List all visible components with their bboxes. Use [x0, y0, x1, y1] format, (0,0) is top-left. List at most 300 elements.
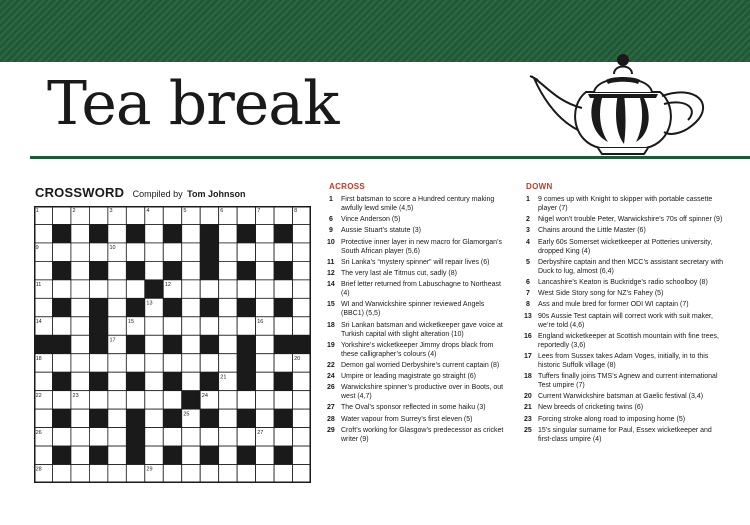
- grid-cell[interactable]: [108, 372, 126, 390]
- grid-cell[interactable]: [126, 354, 144, 372]
- grid-cell[interactable]: [274, 428, 292, 446]
- clue-text: Lees from Sussex takes Adam Voges, initially, in to this historic Suffolk village (8): [538, 352, 709, 369]
- clue-text: Warwickshire spinner’s productive over in Boots, out west (4,7): [341, 384, 504, 401]
- grid-cell[interactable]: [182, 243, 200, 261]
- grid-cell[interactable]: [145, 446, 163, 464]
- grid-cell[interactable]: [71, 372, 89, 390]
- across-clues: [329, 182, 504, 446]
- compiled-by-label: Compiled by: [132, 189, 183, 199]
- grid-number: 10: [109, 245, 116, 252]
- clue-text: Ass and mule bred for former ODI WI captain (7): [538, 301, 689, 309]
- grid-block: [89, 261, 107, 279]
- grid-number: 19: [238, 355, 245, 362]
- grid-cell[interactable]: [237, 465, 255, 483]
- clue-text: West Side Story song for NZ’s Fahey (5): [538, 290, 664, 298]
- grid-number: 29: [146, 466, 153, 473]
- clue-number: 29: [327, 426, 335, 434]
- grid-cell[interactable]: [219, 354, 237, 372]
- grid-cell[interactable]: [108, 446, 126, 464]
- grid-cell[interactable]: [200, 354, 218, 372]
- down-heading: DOWN: [526, 182, 553, 191]
- across-clue: [329, 321, 504, 339]
- grid-number: 16: [257, 319, 264, 325]
- grid-cell[interactable]: [108, 354, 126, 372]
- clue-text: Brief letter returned from Labuschagne to Northeast (4): [341, 281, 501, 298]
- grid-cell[interactable]: [200, 206, 218, 224]
- across-clue: [329, 383, 504, 401]
- grid-block: [237, 335, 255, 353]
- grid-block: [274, 298, 292, 316]
- grid-cell[interactable]: [34, 224, 52, 242]
- clue-text: WI and Warwickshire spinner reviewed Angels (BBC1) (5,5): [341, 301, 485, 318]
- grid-cell[interactable]: [274, 280, 292, 298]
- clue-number: 3: [526, 227, 530, 235]
- clue-number: 10: [327, 238, 335, 246]
- grid-block: [237, 261, 255, 279]
- grid-block: [52, 335, 70, 353]
- grid-block: [126, 372, 144, 390]
- grid-block: [89, 335, 107, 353]
- grid-block: [52, 298, 70, 316]
- grid-cell[interactable]: [71, 280, 89, 298]
- grid-cell[interactable]: [163, 354, 181, 372]
- down-clue: [526, 300, 724, 309]
- grid-cell[interactable]: [145, 243, 163, 261]
- down-clue: [526, 332, 724, 350]
- grid-cell[interactable]: [274, 391, 292, 409]
- grid-cell[interactable]: [108, 317, 126, 335]
- grid-cell[interactable]: [219, 409, 237, 427]
- grid-cell[interactable]: [256, 261, 274, 279]
- grid-cell[interactable]: [256, 372, 274, 390]
- grid-block: [293, 335, 311, 353]
- grid-cell[interactable]: [293, 465, 311, 483]
- across-clue: [329, 269, 504, 278]
- grid-cell[interactable]: [145, 428, 163, 446]
- down-clue: [526, 352, 724, 370]
- grid-cell[interactable]: [256, 243, 274, 261]
- down-clue: [526, 195, 724, 213]
- grid-cell[interactable]: [145, 224, 163, 242]
- grid-cell[interactable]: [274, 354, 292, 372]
- grid-cell[interactable]: [52, 317, 70, 335]
- grid-block: [200, 446, 218, 464]
- grid-cell[interactable]: [71, 298, 89, 316]
- across-clue: [329, 403, 504, 412]
- clue-text: Umpire or leading magistrate go straight (6): [341, 373, 477, 381]
- grid-block: [126, 409, 144, 427]
- clue-number: 13: [524, 312, 532, 320]
- grid-cell[interactable]: [219, 243, 237, 261]
- grid-cell[interactable]: [293, 391, 311, 409]
- grid-cell[interactable]: [145, 391, 163, 409]
- grid-cell[interactable]: [219, 465, 237, 483]
- grid-cell[interactable]: [237, 428, 255, 446]
- grid-cell[interactable]: [182, 354, 200, 372]
- clue-number: 14: [327, 281, 335, 289]
- grid-cell[interactable]: [163, 465, 181, 483]
- clue-text: First batsman to score a Hundred century making awfully lewd smile (4,5): [341, 196, 495, 212]
- grid-block: [182, 391, 200, 409]
- grid-block: [89, 409, 107, 427]
- clue-text: Croft’s working for Glasgow’s predecessor as cricket writer (9): [341, 426, 504, 443]
- grid-cell[interactable]: [71, 428, 89, 446]
- grid-number: 7: [257, 208, 261, 215]
- grid-cell[interactable]: [89, 428, 107, 446]
- grid-cell[interactable]: [163, 391, 181, 409]
- clue-text: Sri Lanka’s “mystery spinner” will repair lives (6): [341, 258, 490, 266]
- grid-cell[interactable]: [71, 446, 89, 464]
- across-clue: [329, 258, 504, 267]
- clue-text: The very last ale Titmus cut, sadly (8): [341, 269, 457, 277]
- across-clue: [329, 195, 504, 213]
- grid-cell[interactable]: [293, 372, 311, 390]
- grid-cell[interactable]: [274, 317, 292, 335]
- clue-number: 1: [329, 196, 333, 203]
- grid-block: [126, 335, 144, 353]
- grid-number: 13: [146, 300, 153, 307]
- clue-text: Sri Lankan batsman and wicketkeeper gave voice at Turkish capital with slight alteration (10): [341, 321, 503, 338]
- grid-block: [200, 243, 218, 261]
- grid-cell[interactable]: [52, 243, 70, 261]
- grid-cell[interactable]: [108, 224, 126, 242]
- grid-cell[interactable]: [293, 224, 311, 242]
- grid-cell[interactable]: [182, 372, 200, 390]
- grid-cell[interactable]: [89, 354, 107, 372]
- grid-block: [200, 261, 218, 279]
- across-clue: [329, 415, 504, 424]
- grid-number: 8: [294, 208, 298, 215]
- clue-text: Aussie Stuart’s statute (3): [341, 227, 422, 235]
- grid-cell[interactable]: [108, 391, 126, 409]
- grid-block: [237, 409, 255, 427]
- grid-block: [52, 224, 70, 242]
- teapot-illustration: [528, 34, 714, 158]
- grid-cell[interactable]: [145, 372, 163, 390]
- clue-text: Vince Anderson (5): [341, 216, 401, 224]
- clue-number: 2: [526, 216, 530, 224]
- grid-cell[interactable]: [145, 354, 163, 372]
- clue-text: 90s Aussie Test captain will correct work with suit maker, we’re told (4,6): [538, 312, 713, 329]
- grid-cell[interactable]: [293, 317, 311, 335]
- down-clue: [526, 392, 724, 401]
- grid-block: [126, 428, 144, 446]
- clue-number: 11: [327, 258, 335, 266]
- grid-block: [52, 261, 70, 279]
- grid-cell[interactable]: [237, 206, 255, 224]
- grid-block: [89, 446, 107, 464]
- clue-number: 6: [526, 278, 530, 286]
- grid-block: [237, 298, 255, 316]
- grid-number: 17: [109, 337, 116, 344]
- grid-cell[interactable]: [163, 206, 181, 224]
- grid-cell[interactable]: [145, 409, 163, 427]
- down-clue: [526, 258, 724, 276]
- grid-cell[interactable]: [108, 280, 126, 298]
- grid-cell[interactable]: [108, 428, 126, 446]
- grid-block: [89, 224, 107, 242]
- grid-cell[interactable]: [182, 428, 200, 446]
- grid-number: 2: [72, 208, 76, 215]
- grid-cell[interactable]: [126, 280, 144, 298]
- grid-cell[interactable]: [219, 446, 237, 464]
- grid-cell[interactable]: [108, 465, 126, 483]
- grid-cell[interactable]: [219, 261, 237, 279]
- grid-cell[interactable]: [89, 243, 107, 261]
- grid-cell[interactable]: [219, 298, 237, 316]
- grid-cell[interactable]: [108, 409, 126, 427]
- grid-block: [237, 446, 255, 464]
- grid-block: [126, 446, 144, 464]
- grid-cell[interactable]: [52, 354, 70, 372]
- across-clue: [329, 238, 504, 256]
- across-clue: [329, 341, 504, 359]
- grid-cell[interactable]: [256, 298, 274, 316]
- down-clue: [526, 372, 724, 390]
- grid-number: 23: [72, 392, 79, 399]
- grid-cell[interactable]: [219, 317, 237, 335]
- clue-number: 15: [327, 301, 335, 309]
- grid-cell[interactable]: [52, 206, 70, 224]
- grid-cell[interactable]: [71, 354, 89, 372]
- grid-cell[interactable]: [71, 261, 89, 279]
- grid-block: [52, 409, 70, 427]
- grid-cell[interactable]: [89, 391, 107, 409]
- grid-number: 1: [35, 208, 39, 215]
- grid-cell[interactable]: [274, 465, 292, 483]
- grid-block: [163, 446, 181, 464]
- grid-cell[interactable]: [182, 224, 200, 242]
- grid-cell[interactable]: [34, 446, 52, 464]
- across-clue: [329, 426, 504, 444]
- clue-number: 4: [526, 238, 530, 246]
- grid-cell[interactable]: [200, 280, 218, 298]
- grid-cell[interactable]: [182, 261, 200, 279]
- grid-cell[interactable]: [71, 243, 89, 261]
- grid-block: [89, 298, 107, 316]
- grid-cell[interactable]: [126, 206, 144, 224]
- clue-text: 15’s singular surname for Paul, Essex wicketkeeper and first-class umpire (4): [538, 426, 712, 443]
- across-clue: [329, 226, 504, 235]
- clue-number: 21: [524, 404, 532, 412]
- grid-cell[interactable]: [182, 317, 200, 335]
- across-clue: [329, 215, 504, 224]
- grid-cell[interactable]: [219, 224, 237, 242]
- grid-cell[interactable]: [219, 428, 237, 446]
- grid-cell[interactable]: [163, 317, 181, 335]
- grid-number: 11: [35, 282, 42, 289]
- down-clue: [526, 312, 724, 330]
- clue-number: 1: [526, 196, 530, 203]
- clue-number: 25: [524, 426, 532, 434]
- grid-block: [52, 372, 70, 390]
- grid-cell[interactable]: [71, 409, 89, 427]
- grid-cell[interactable]: [293, 280, 311, 298]
- grid-cell[interactable]: [145, 261, 163, 279]
- grid-cell[interactable]: [126, 465, 144, 483]
- clue-number: 26: [327, 384, 335, 392]
- grid-cell[interactable]: [219, 391, 237, 409]
- grid-cell[interactable]: [200, 465, 218, 483]
- grid-block: [274, 409, 292, 427]
- header-divider: [30, 156, 750, 159]
- grid-cell[interactable]: [163, 243, 181, 261]
- crossword-heading: [35, 185, 245, 201]
- grid-cell[interactable]: [237, 280, 255, 298]
- grid-cell[interactable]: [52, 391, 70, 409]
- grid-number: 28: [35, 466, 42, 473]
- clue-text: Chains around the Little Master (6): [538, 227, 646, 235]
- grid-block: [126, 224, 144, 242]
- grid-cell[interactable]: [256, 391, 274, 409]
- grid-cell[interactable]: [293, 409, 311, 427]
- grid-cell[interactable]: [52, 465, 70, 483]
- grid-cell[interactable]: [89, 280, 107, 298]
- grid-cell[interactable]: [237, 317, 255, 335]
- grid-cell[interactable]: [34, 409, 52, 427]
- grid-cell[interactable]: [71, 317, 89, 335]
- grid-block: [126, 298, 144, 316]
- clue-text: Current Warwickshire batsman at Gaelic festival (3,4): [538, 393, 704, 401]
- across-clue: [329, 372, 504, 381]
- grid-cell[interactable]: [293, 428, 311, 446]
- grid-block: [200, 409, 218, 427]
- down-clue: [526, 238, 724, 256]
- grid-number: 22: [35, 392, 42, 399]
- grid-block: [89, 317, 107, 335]
- down-clue: [526, 226, 724, 235]
- grid-cell[interactable]: [237, 243, 255, 261]
- grid-cell[interactable]: [145, 335, 163, 353]
- grid-cell[interactable]: [182, 446, 200, 464]
- grid-block: [145, 280, 163, 298]
- grid-cell[interactable]: [293, 446, 311, 464]
- grid-cell[interactable]: [256, 465, 274, 483]
- clue-text: Tuffers finally joins TMS’s Agnew and current international Test umpire (7): [538, 373, 718, 390]
- grid-cell[interactable]: [200, 317, 218, 335]
- grid-cell[interactable]: [182, 335, 200, 353]
- grid-cell[interactable]: [182, 280, 200, 298]
- across-heading: ACROSS: [329, 182, 366, 191]
- across-clue: [329, 361, 504, 370]
- down-clue: [526, 415, 724, 424]
- grid-block: [163, 224, 181, 242]
- grid-block: [200, 224, 218, 242]
- grid-block: [163, 261, 181, 279]
- down-clue: [526, 215, 724, 224]
- grid-number: 12: [164, 282, 171, 289]
- clue-number: 24: [327, 373, 335, 381]
- grid-cell[interactable]: [182, 298, 200, 316]
- grid-cell[interactable]: [182, 465, 200, 483]
- clue-number: 9: [329, 227, 333, 235]
- grid-cell[interactable]: [219, 335, 237, 353]
- down-clue: [526, 289, 724, 298]
- grid-cell[interactable]: [256, 354, 274, 372]
- grid-cell[interactable]: [71, 335, 89, 353]
- grid-cell[interactable]: [219, 280, 237, 298]
- grid-cell[interactable]: [256, 224, 274, 242]
- down-clue: [526, 278, 724, 287]
- grid-cell[interactable]: [89, 465, 107, 483]
- clue-text: New breeds of cricketing twins (6): [538, 404, 644, 412]
- grid-cell[interactable]: [71, 465, 89, 483]
- grid-block: [89, 372, 107, 390]
- grid-number: 27: [257, 429, 264, 436]
- grid-cell[interactable]: [126, 391, 144, 409]
- grid-block: [34, 335, 52, 353]
- grid-cell[interactable]: [126, 243, 144, 261]
- down-clues: [526, 182, 724, 446]
- grid-block: [126, 261, 144, 279]
- clue-number: 23: [524, 415, 532, 423]
- clue-text: Protective inner layer in new macro for Glamorgan’s South African player (5,6): [341, 238, 502, 255]
- grid-cell[interactable]: [145, 317, 163, 335]
- crossword-grid[interactable]: [34, 206, 311, 483]
- grid-cell[interactable]: [108, 261, 126, 279]
- grid-number: 25: [183, 411, 190, 418]
- clue-number: 17: [524, 352, 532, 360]
- grid-cell[interactable]: [89, 206, 107, 224]
- grid-block: [274, 224, 292, 242]
- clue-number: 19: [327, 341, 335, 349]
- grid-cell[interactable]: [34, 372, 52, 390]
- grid-cell[interactable]: [274, 243, 292, 261]
- grid-cell[interactable]: [274, 206, 292, 224]
- grid-cell[interactable]: [256, 335, 274, 353]
- grid-number: 21: [220, 374, 227, 381]
- grid-cell[interactable]: [256, 446, 274, 464]
- clue-number: 18: [327, 321, 335, 329]
- grid-number: 3: [109, 208, 113, 215]
- grid-block: [163, 372, 181, 390]
- clue-number: 22: [327, 361, 335, 369]
- clue-number: 6: [329, 216, 333, 224]
- clue-number: 18: [524, 373, 532, 381]
- grid-cell[interactable]: [293, 243, 311, 261]
- grid-cell[interactable]: [34, 261, 52, 279]
- across-clue: [329, 280, 504, 298]
- grid-number: 5: [183, 208, 187, 215]
- clue-text: 9 comes up with Knight to skipper with portable cassette player (7): [538, 196, 713, 212]
- clue-text: Water vapour from Surrey’s first eleven (5): [341, 415, 473, 423]
- grid-block: [200, 372, 218, 390]
- grid-number: 24: [201, 392, 208, 399]
- grid-cell[interactable]: [256, 409, 274, 427]
- grid-cell[interactable]: [71, 224, 89, 242]
- page-title: Tea break: [47, 69, 339, 139]
- grid-cell[interactable]: [52, 280, 70, 298]
- grid-cell[interactable]: [108, 298, 126, 316]
- grid-number: 6: [220, 208, 224, 215]
- grid-cell[interactable]: [200, 428, 218, 446]
- grid-cell[interactable]: [256, 280, 274, 298]
- grid-block: [237, 372, 255, 390]
- clue-text: England wicketkeeper at Scottish mountain with fine trees, reportedly (3,6): [538, 332, 719, 349]
- crossword-label: CROSSWORD: [35, 185, 125, 200]
- grid-block: [274, 261, 292, 279]
- clue-text: Demon gal worried Derbyshire’s current captain (8): [341, 361, 500, 369]
- grid-cell[interactable]: [163, 428, 181, 446]
- clue-text: Derbyshire captain and then MCC’s assistant secretary with Duck to lug, almost (6,4): [538, 258, 724, 275]
- grid-cell[interactable]: [237, 391, 255, 409]
- clue-number: 5: [526, 258, 530, 266]
- grid-cell[interactable]: [52, 428, 70, 446]
- clue-text: Forcing stroke along road to imposing home (5): [538, 415, 686, 423]
- grid-cell[interactable]: [34, 298, 52, 316]
- grid-cell[interactable]: [293, 298, 311, 316]
- grid-cell[interactable]: [293, 261, 311, 279]
